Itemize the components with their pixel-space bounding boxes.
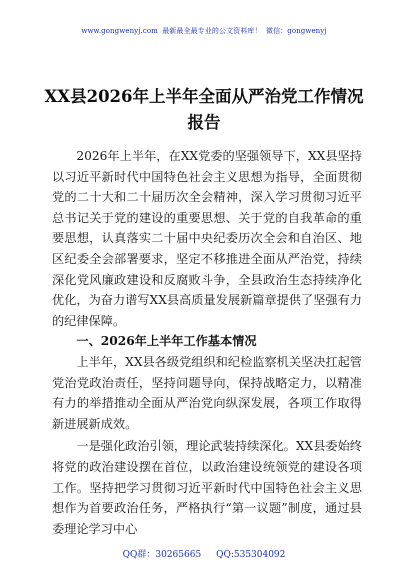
page-footer bbox=[0, 547, 408, 560]
header-slogan: 最新最全最专业的公文资料库！ bbox=[162, 27, 262, 35]
section-paragraph-1: 上半年，XX县各级党组织和纪检监察机关坚决扛起管党治党政治责任，坚持问题导向，保持战略定力，以精准有力的举措推动全面从严治党向纵深发展，各项工作取得新进展新成效。 bbox=[52, 354, 362, 431]
document-body bbox=[52, 146, 362, 539]
section-paragraph-2: 一是强化政治引领，理论武装持续深化。XX县委始终将党的政治建设摆在首位，以政治建设统领党的建设各项工作。坚持把学习贯彻习近平新时代中国特色社会主义思想作为首要政治任务，严格执行“第一议题”制度，通过县委理论学习中心 bbox=[52, 439, 362, 536]
intro-paragraph: 2026年上半年，在XX党委的坚强领导下，XX县坚持以习近平新时代中国特色社会主义思想为指导，全面贯彻党的二十大和二十届历次全会精神，深入学习贯彻习近平总书记关于党的建设的重要思想、关于党的自我革命的重要思想，认真落实二十届中央纪委历次全会和自治区、地区纪委全会部署要求，坚定不移推进全面从严治党，持续深化党风廉政建设和反腐败斗争，全县政治生态持续净化优化，为奋力谱写XX县高质量发展新篇章提供了坚强有力的纪律保障。 bbox=[52, 149, 362, 328]
footer-qq-group: QQ群：30265665 bbox=[122, 550, 202, 560]
document-title: XX县2026年上半年全面从严治党工作情况报告 bbox=[44, 87, 364, 132]
header-site-link[interactable]: www.gongwenyj.com bbox=[81, 27, 158, 35]
header-wechat: 微信：gongwenyj bbox=[265, 27, 327, 35]
section-heading: 一、2026年上半年工作基本情况 bbox=[76, 334, 257, 349]
page-header bbox=[0, 26, 408, 36]
footer-qq-contact: QQ:535304092 bbox=[216, 550, 286, 560]
